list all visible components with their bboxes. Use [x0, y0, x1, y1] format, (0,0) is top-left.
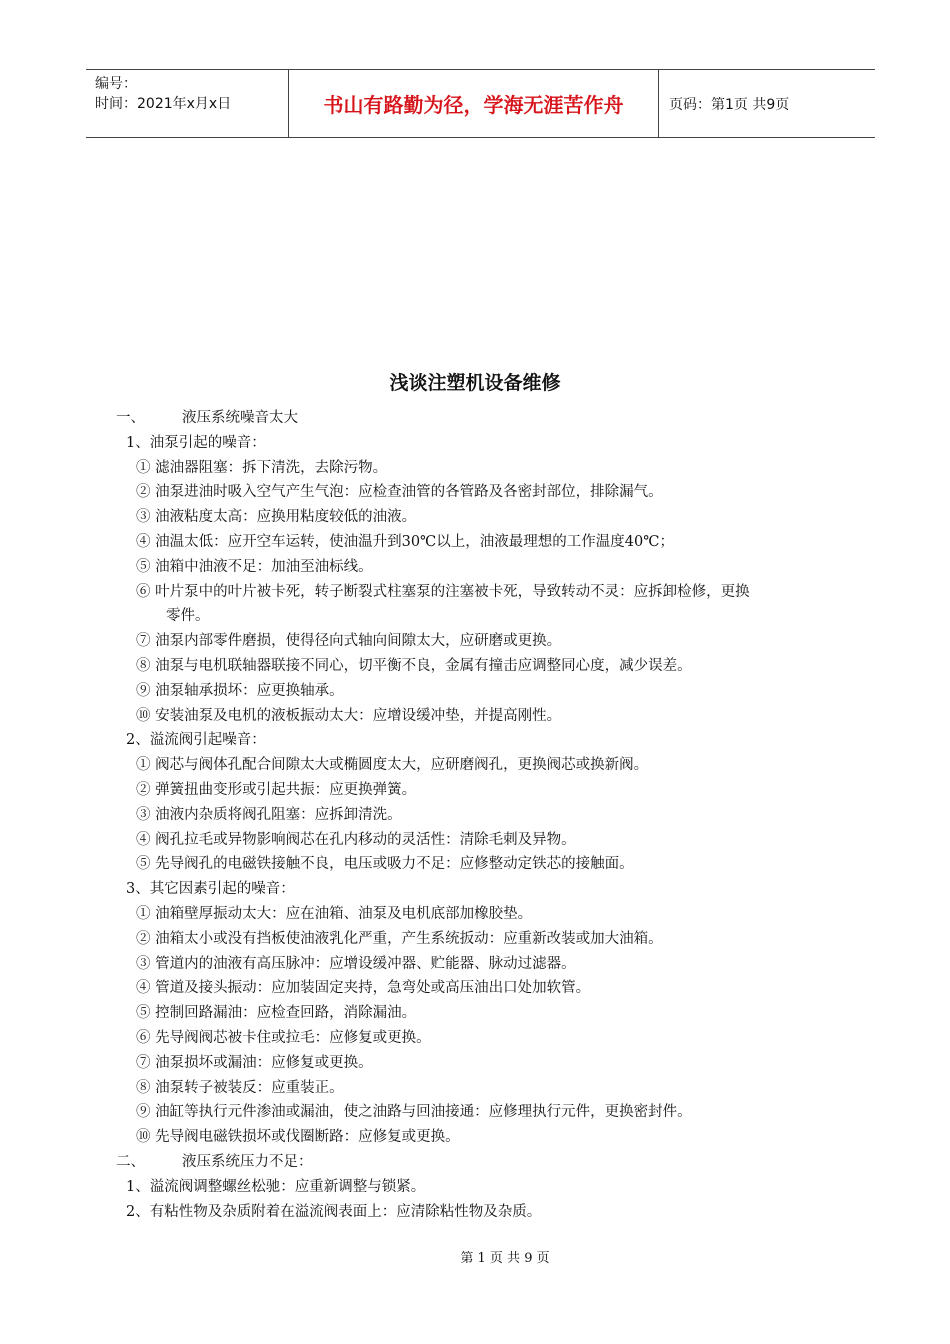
- page-footer: 第 1 页 共 9 页: [460, 1251, 550, 1266]
- list-item: ③ 油液内杂质将阀孔阻塞：应拆卸清洗。: [136, 806, 402, 823]
- subsection-heading: 1、油泵引起的噪音：: [126, 434, 266, 451]
- section-text: 液压系统压力不足：: [182, 1153, 313, 1170]
- section-number: 一、: [116, 410, 145, 426]
- list-item: ④ 管道及接头振动：应加装固定夹持，急弯处或高压油出口处加软管。: [136, 980, 591, 997]
- list-item: ③ 管道内的油液有高压脉冲：应增设缓冲器、贮能器、脉动过滤器。: [136, 955, 576, 972]
- subsection-heading: 3、其它因素引起的噪音：: [126, 881, 295, 898]
- list-item: ② 油泵进油时吸入空气产生气泡：应检查油管的各管路及各密封部位，排除漏气。: [136, 484, 663, 501]
- page-label: 页码：第1页 共9页: [669, 96, 790, 113]
- list-item: ④ 阀孔拉毛或异物影响阀芯在孔内移动的灵活性：清除毛刺及异物。: [136, 831, 576, 848]
- section-text: 液压系统噪音太大: [182, 410, 298, 426]
- header-table: [86, 69, 875, 138]
- list-item: ⑤ 油箱中油液不足：加油至油标线。: [136, 558, 373, 575]
- list-item: ⑦ 油泵损坏或漏油：应修复或更换。: [136, 1054, 373, 1071]
- list-item: ⑤ 控制回路漏油：应检查回路，消除漏油。: [136, 1005, 417, 1022]
- serial-label: 编号：: [95, 76, 137, 92]
- list-item: ⑩ 安装油泵及电机的液板振动太大：应增设缓冲垫，并提高刚性。: [136, 707, 562, 724]
- list-item: ⑧ 油泵与电机联轴器联接不同心，切平衡不良，金属有撞击应调整同心度，减少误差。: [136, 657, 692, 674]
- list-item: ② 油箱太小或没有挡板使油液乳化严重，产生系统扳动：应重新改装或加大油箱。: [136, 930, 663, 947]
- section-heading: [0, 406, 950, 431]
- list-item: ⑦ 油泵内部零件磨损，使得径向式轴向间隙太大，应研磨或更换。: [136, 633, 562, 650]
- list-item: ① 油箱壁厚振动太大：应在油箱、油泵及电机底部加橡胶垫。: [136, 905, 533, 922]
- header-left-cell: [86, 70, 288, 137]
- list-item-continuation: 零件。: [166, 608, 210, 625]
- document-body: [0, 406, 950, 1224]
- list-item: ④ 油温太低：应开空车运转，使油温升到30℃以上，油液最理想的工作温度40℃；: [136, 533, 674, 550]
- section-number: 二、: [116, 1153, 145, 1170]
- list-item: ⑨ 油泵轴承损坏：应更换轴承。: [136, 682, 344, 699]
- list-item: 2、有粘性物及杂质附着在溢流阀表面上：应清除粘性物及杂质。: [126, 1203, 542, 1220]
- list-item: ③ 油液粘度太高：应换用粘度较低的油液。: [136, 509, 417, 526]
- list-item: ① 滤油器阻塞：拆下清洗，去除污物。: [136, 459, 388, 476]
- subsection-heading: 2、溢流阀引起噪音：: [126, 732, 266, 749]
- list-item: ⑥ 叶片泵中的叶片被卡死，转子断裂式柱塞泵的注塞被卡死，导致转动不灵：应拆卸检修，更换: [136, 583, 750, 600]
- document-title: 浅谈注塑机设备维修: [389, 372, 561, 394]
- list-item: ⑩ 先导阀电磁铁损坏或伐圈断路：应修复或更换。: [136, 1129, 460, 1146]
- list-item: ② 弹簧扭曲变形或引起共振：应更换弹簧。: [136, 781, 417, 798]
- motto: 书山有路勤为径，学海无涯苦作舟: [288, 70, 659, 137]
- time-label: 时间：2021年x月x日: [95, 96, 232, 112]
- list-item: 1、溢流阀调整螺丝松驰：应重新调整与锁紧。: [126, 1178, 426, 1195]
- list-item: ⑧ 油泵转子被装反：应重装正。: [136, 1079, 344, 1096]
- list-item: ① 阀芯与阀体孔配合间隙太大或椭圆度太大，应研磨阀孔，更换阀芯或换新阀。: [136, 757, 649, 774]
- list-item: ⑨ 油缸等执行元件渗油或漏油，使之油路与回油接通：应修理执行元件，更换密封件。: [136, 1104, 692, 1121]
- list-item: ⑤ 先导阀孔的电磁铁接触不良，电压或吸力不足：应修整动定铁芯的接触面。: [136, 856, 634, 873]
- section-heading: [0, 1150, 950, 1175]
- list-item: ⑥ 先导阀阀芯被卡住或拉毛：应修复或更换。: [136, 1029, 431, 1046]
